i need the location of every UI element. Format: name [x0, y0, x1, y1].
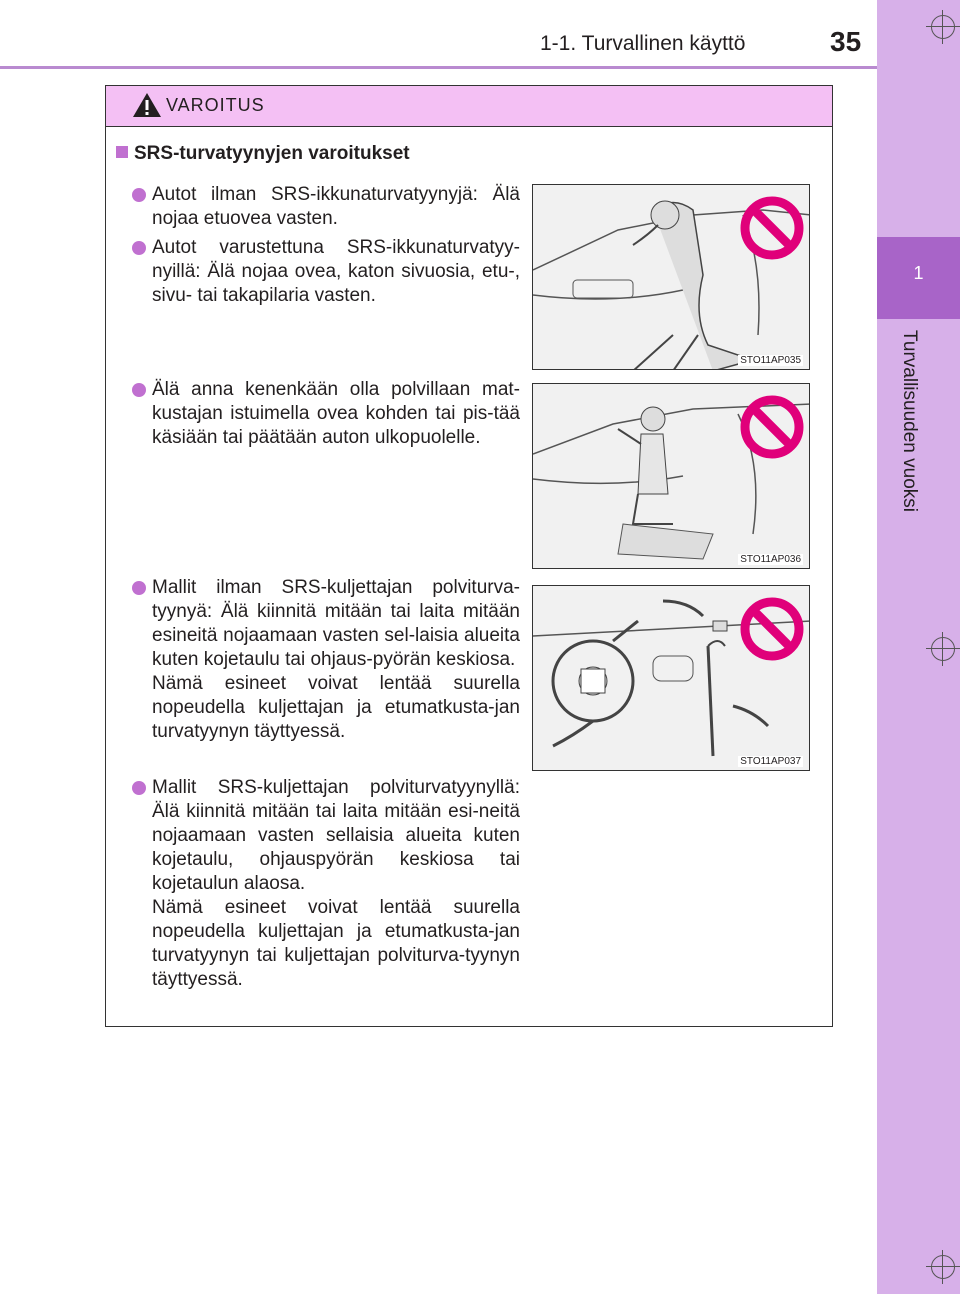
figure-caption: STO11AP037	[740, 756, 801, 767]
square-bullet-icon	[116, 146, 128, 158]
figure-caption: STO11AP036	[740, 554, 801, 565]
crop-mark-icon	[926, 632, 960, 666]
section-title: 1-1. Turvallinen käyttö	[540, 32, 746, 55]
list-item: Autot ilman SRS-ikkunaturvatyynyjä: Älä nojaa etuovea vasten.	[132, 183, 520, 231]
warning-box	[105, 85, 833, 1027]
page-number: 35	[830, 26, 862, 57]
warning-triangle-icon	[132, 92, 162, 118]
illustration-dashboard-objects	[532, 585, 810, 771]
list-item: Mallit ilman SRS-kuljettajan polviturva-tyynyä: Älä kiinnitä mitään tai laita mitään esineitä nojaamaan vasten sel-laisia alueita kuten kojetaulu tai ohjaus-pyörän keskiosa. Nämä esineet voivat lentää suurella nopeudella kuljettajan ja etumatkusta-jan turvatyynyn täyttyessä.	[132, 576, 520, 744]
crop-mark-icon	[926, 10, 960, 44]
prohibition-icon	[739, 394, 805, 460]
chapter-number: 1	[913, 263, 924, 283]
figure-caption: STO11AP035	[740, 355, 801, 366]
crop-mark-icon	[926, 1250, 960, 1284]
chapter-title: Turvallisuuden vuoksi	[899, 330, 920, 512]
prohibition-icon	[739, 195, 805, 261]
warning-header	[106, 86, 832, 127]
header-rule	[0, 66, 877, 69]
bullet-icon	[132, 781, 146, 795]
list-item: Älä anna kenenkään olla polvillaan mat-kustajan istuimella ovea kohden tai pis-tää käsiään tai päätään auton ulkopuolelle.	[132, 378, 520, 450]
prohibition-icon	[739, 596, 805, 662]
bullet-icon	[132, 241, 146, 255]
subheading-text: SRS-turvatyynyjen varoitukset	[134, 143, 410, 164]
warning-label: VAROITUS	[166, 95, 265, 115]
illustration-kneeling-child	[532, 383, 810, 569]
bullet-icon	[132, 188, 146, 202]
illustration-leaning-door	[532, 184, 810, 370]
bullet-icon	[132, 383, 146, 397]
list-item: Mallit SRS-kuljettajan polviturvatyynyllä: Älä kiinnitä mitään tai laita mitään esi-neitä nojaamaan vasten sellaisia alueita kuten kojetaulu, ohjauspyörän keskiosa tai kojetaulun alaosa. Nämä esineet voivat lentää suurella nopeudella kuljettajan ja etumatkusta-jan turvatyynyn tai kuljettajan polviturva-tyynyn täyttyessä.	[132, 776, 520, 992]
bullet-icon	[132, 581, 146, 595]
list-item: Autot varustettuna SRS-ikkunaturvatyy-nyillä: Älä nojaa ovea, katon sivuosia, etu-, sivu- tai takapilaria vasten.	[132, 236, 520, 308]
subheading	[116, 143, 410, 165]
